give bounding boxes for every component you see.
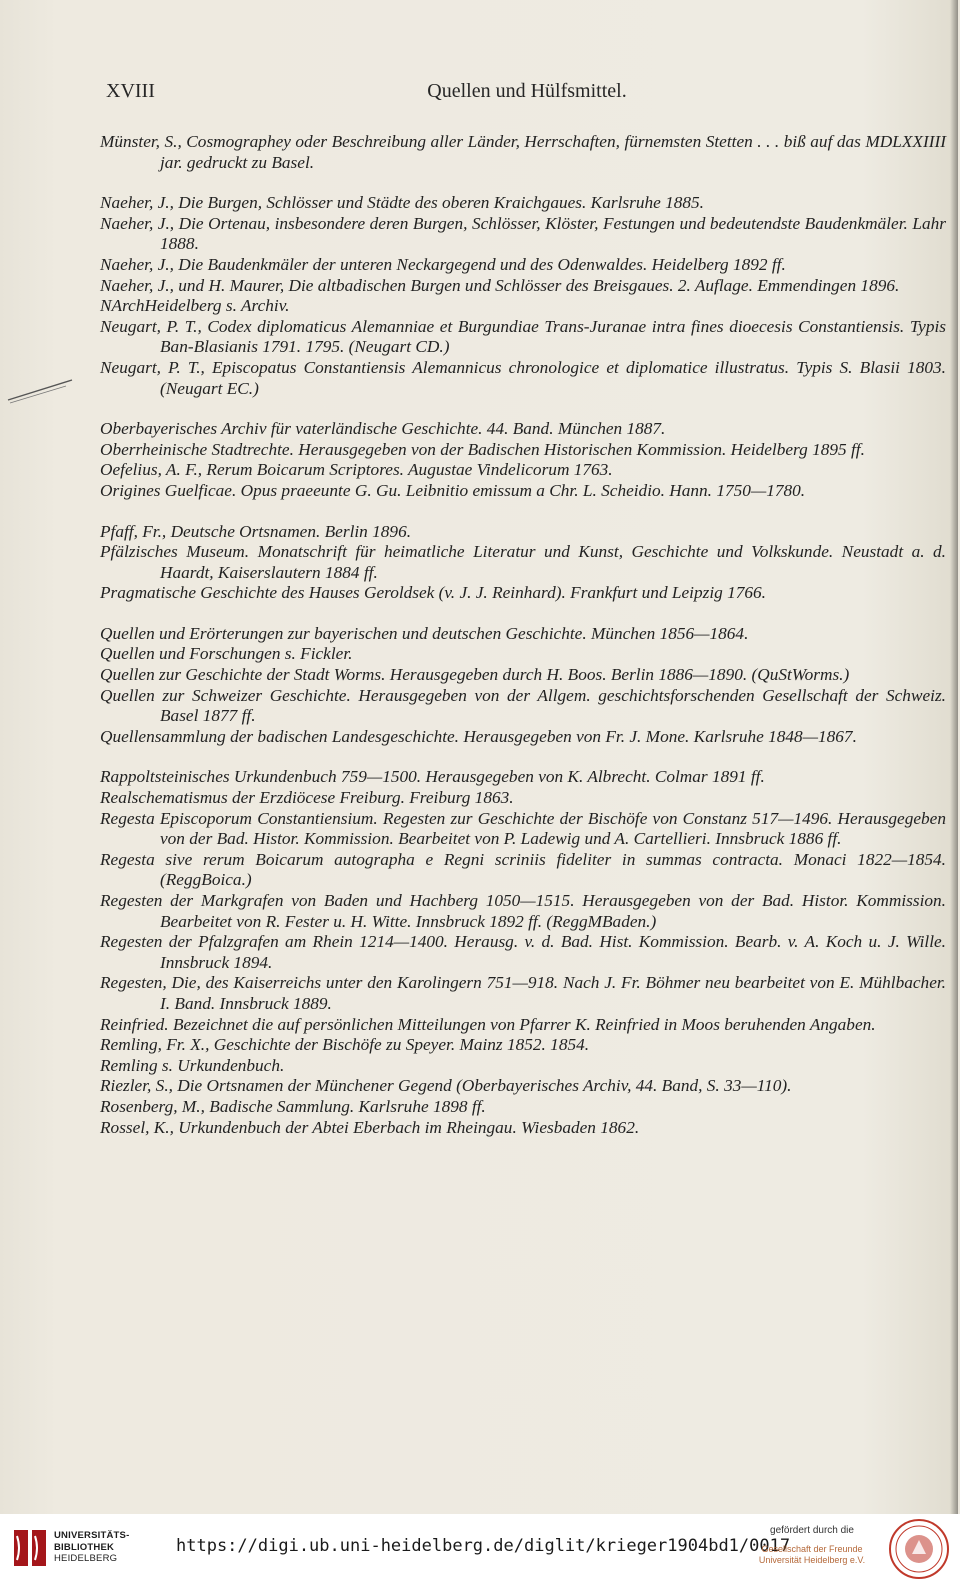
page-title: Quellen und Hülfsmittel. [427, 80, 627, 102]
bibliography-entry: Regesten der Pfalzgrafen am Rhein 1214—1400. Herausg. v. d. Bad. Hist. Kommission. Bearb. v. A. Koch u. J. Wille. Innsbruck 1894. [100, 932, 946, 972]
funded-by-label: gefördert durch die [770, 1525, 854, 1536]
bibliography-entry: Realschematismus der Erzdiöcese Freiburg. Freiburg 1863. [100, 788, 514, 808]
library-name: UNIVERSITÄTS- BIBLIOTHEK HEIDELBERG [54, 1530, 130, 1564]
bibliography-entry: Naeher, J., Die Ortenau, insbesondere deren Burgen, Schlösser, Klöster, Festungen und bedeutendste Baudenkmäler. Lahr 1888. [100, 213, 946, 254]
bibliography-entry: Regesta Episcoporum Constantiensium. Regesten zur Geschichte der Bischöfe von Constanz 517—1496. Herausgegeben von der Bad. Histor. Kommission. Bearbeitet von P. Ladewig und A. Cartellieri. Innsbruck 1886 ff. [100, 808, 946, 849]
bibliography-entry: Münster, S., Cosmographey oder Beschreibung aller Länder, Herrschaften, fürnemsten Stetten . . . biß auf das MDLXXIIII jar. gedruckt zu Basel. [100, 132, 946, 172]
bibliography-entry: Oefelius, A. F., Rerum Boicarum Scriptores. Augustae Vindelicorum 1763. [100, 460, 613, 480]
bibliography-entry: Pragmatische Geschichte des Hauses Geroldsek (v. J. J. Reinhard). Frankfurt und Leipzig 1766. [100, 583, 766, 603]
entry-group [100, 132, 946, 173]
university-library-logo-icon [10, 1524, 52, 1572]
bibliography-entry: Origines Guelficae. Opus praeeunte G. Gu. Leibnitio emissum a Chr. L. Scheidio. Hann. 1750—1780. [100, 480, 806, 500]
bibliography-entry: Naeher, J., Die Baudenkmäler der unteren Neckargegend und des Odenwaldes. Heidelberg 1892 ff. [100, 254, 786, 274]
pencil-mark-icon [6, 376, 76, 406]
bibliography-entry: Rossel, K., Urkundenbuch der Abtei Eberbach im Rheingau. Wiesbaden 1862. [100, 1117, 640, 1137]
permalink-url[interactable]: https://digi.ub.uni-heidelberg.de/diglit/krieger1904bd1/0017 [176, 1536, 791, 1556]
page-number: XVIII [106, 80, 155, 102]
bibliography-entry: Naeher, J., Die Burgen, Schlösser und Städte des oberen Kraichgaues. Karlsruhe 1885. [100, 193, 704, 213]
bibliography-entry: Oberbayerisches Archiv für vaterländische Geschichte. 44. Band. München 1887. [100, 419, 666, 439]
funder-name: Gesellschaft der Freunde Universität Heidelberg e.V. [758, 1544, 866, 1565]
bibliography-entry: Oberrheinische Stadtrechte. Herausgegeben von der Badischen Historischen Kommission. Heidelberg 1895 ff. [100, 439, 865, 459]
bibliography-entry: Riezler, S., Die Ortsnamen der Münchener Gegend (Oberbayerisches Archiv, 44. Band, S. 33—110). [100, 1076, 792, 1096]
bibliography-entry: Remling s. Urkundenbuch. [100, 1055, 285, 1075]
entry-group [100, 419, 946, 501]
entry-group [100, 193, 946, 399]
bibliography-entry: Pfälzisches Museum. Monatschrift für heimatliche Literatur und Kunst, Geschichte und Volkskunde. Neustadt a. d. Haardt, Kaiserslautern 1884 ff. [100, 542, 946, 582]
bibliography-entry: Rappoltsteinisches Urkundenbuch 759—1500. Herausgegeben von K. Albrecht. Colmar 1891 ff. [100, 767, 765, 787]
bibliography-entry: Reinfried. Bezeichnet die auf persönlichen Mitteilungen von Pfarrer K. Reinfried in Moos beruhenden Angaben. [100, 1014, 876, 1034]
bibliography-entry: Remling, Fr. X., Geschichte der Bischöfe zu Speyer. Mainz 1852. 1854. [100, 1035, 590, 1055]
entry-group [100, 767, 946, 1138]
bibliography-entry: Naeher, J., und H. Maurer, Die altbadischen Burgen und Schlösser des Breisgaues. 2. Auflage. Emmendingen 1896. [100, 275, 900, 295]
bibliography-entry: Regesten der Markgrafen von Baden und Hachberg 1050—1515. Herausgegeben von der Bad. Histor. Kommission. Bearbeitet von R. Fester u. H. Witte. Innsbruck 1892 ff. (ReggMBaden.) [100, 891, 946, 931]
bibliography-entry: Rosenberg, M., Badische Sammlung. Karlsruhe 1898 ff. [100, 1096, 486, 1116]
bibliography-entry: Pfaff, Fr., Deutsche Ortsnamen. Berlin 1896. [100, 521, 412, 541]
bibliography-entry: Regesten, Die, des Kaiserreichs unter den Karolingern 751—918. Nach J. Fr. Böhmer neu bearbeitet von E. Mühlbacher. I. Band. Innsbruck 1889. [100, 973, 946, 1013]
entry-group [100, 522, 946, 604]
bibliography-entry: Quellen zur Geschichte der Stadt Worms. Herausgegeben durch H. Boos. Berlin 1886—1890. (QuStWorms.) [100, 665, 850, 685]
bibliography-entry: Regesta sive rerum Boicarum autographa e Regni scriniis fideliter in summas contracta. Monaci 1822—1854. (ReggBoica.) [100, 849, 946, 890]
university-seal-icon [888, 1518, 950, 1580]
bibliography-entry: Quellen zur Schweizer Geschichte. Herausgegeben von der Allgem. geschichtsforschenden Gesellschaft der Schweiz. Basel 1877 ff. [100, 685, 946, 726]
bibliography-entry: Quellen und Erörterungen zur bayerischen und deutschen Geschichte. München 1856—1864. [100, 623, 749, 643]
entry-group [100, 624, 946, 748]
bibliography-entry: Quellensammlung der badischen Landesgeschichte. Herausgegeben von Fr. J. Mone. Karlsruhe 1848—1867. [100, 726, 857, 746]
bibliography-entry: Quellen und Forschungen s. Fickler. [100, 644, 353, 664]
bibliography-entry: NArchHeidelberg s. Archiv. [100, 296, 290, 316]
bibliography-list [100, 132, 946, 1158]
bibliography-entry: Neugart, P. T., Codex diplomaticus Alemanniae et Burgundiae Trans-Juranae intra fines dioecesis Constantiensis. Typis Ban-Blasianis 1791. 1795. (Neugart CD.) [100, 316, 946, 357]
footer-bar [0, 1514, 960, 1584]
page-header [106, 80, 948, 110]
bibliography-entry: Neugart, P. T., Episcopatus Constantiensis Alemannicus chronologice et diplomatice illustratus. Typis S. Blasii 1803. (Neugart EC.) [100, 357, 946, 398]
